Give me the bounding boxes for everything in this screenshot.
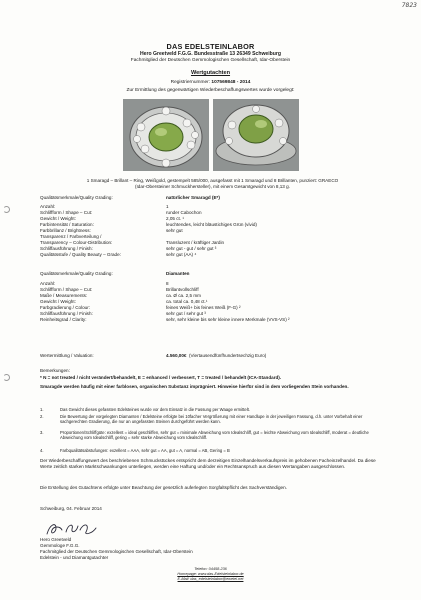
grading-heading <box>40 271 400 277</box>
signer-name: Hero Greetveld <box>40 537 72 542</box>
row-label: Schliffausführung / Finish: <box>40 246 93 251</box>
row-value: sehr gut - gut / sehr gut ³ <box>166 246 217 251</box>
grading-heading <box>40 195 400 201</box>
footnote-number: 4. <box>40 448 44 453</box>
row-value: runder Cabochon <box>166 210 202 215</box>
row-value: feines Weiß+ bis feines Weiß (F-G) ² <box>166 305 241 310</box>
grading-heading-value: natürlicher Smaragd (E*) <box>166 195 220 200</box>
diamond-grading <box>40 271 400 321</box>
handwritten-signature <box>44 520 98 538</box>
row-label: Transparency – Colour-Distribution: <box>40 240 113 245</box>
treatment-legend: * N = not treated / nicht verändert/behandelt, E = enhanced / verbessert, T = treated / behandelt (ICA-Standard). <box>40 375 282 380</box>
row-value: 1 <box>166 204 169 209</box>
row-label: Qualitätsstufe / Quality Beauty – Grade: <box>40 252 121 257</box>
row-label: Schliffausführung / Finish: <box>40 311 93 316</box>
row-label: Reinheitsgrad / Clarity: <box>40 317 87 322</box>
contact-footer <box>0 567 421 582</box>
grading-heading-label: Qualitätsmerkmale/Quality Grading: <box>40 195 113 200</box>
signer-membership: Fachmitglied der Deutschen Gemmologischen Gesellschaft, Idar-Oberstein <box>40 548 193 554</box>
row-value: Brillantvollschliff <box>166 287 199 292</box>
valuation-row <box>40 353 400 360</box>
valuation-label: Wertermittlung / Valuation: <box>40 353 94 358</box>
row-value: Transluzent / kräftiger Jardin <box>166 240 225 245</box>
intro-text: Zur Ermittlung des gegenwärtigen Wiederbeschaffungswertes wurde vorgelegt: <box>126 88 295 93</box>
valuation-words: (Viertausendfünfhundertsechzig Euro) <box>189 353 267 358</box>
row-label: Anzahl: <box>40 204 56 209</box>
registry-number: 107569848 - 2014 <box>211 80 251 85</box>
row-value: 2,05 ct. ¹ <box>166 216 184 221</box>
diligence-paragraph: Die Erstellung des Gutachtens erfolgte unter Beachtung der gesetzlich auferlegten Sorgfaltspflicht des Sachverständigen. <box>40 485 287 490</box>
grading-heading-label: Qualitätsmerkmale/Quality Grading: <box>40 271 113 276</box>
grading-row <box>40 317 400 323</box>
footnote <box>40 430 380 445</box>
row-label: Schliffform / Shape – Cut: <box>40 287 93 292</box>
row-label: Farbgradierung / Colour: <box>40 305 91 310</box>
item-description <box>40 178 385 190</box>
description-line: (Idar-Obersteiner Schmuckhersteller), mit einem Gesamtgewicht von 8,13 g. <box>135 184 290 189</box>
footnote-number: 3. <box>40 430 44 435</box>
row-value: leuchtendes, leicht bläustichiges Grün (vivid) <box>166 222 257 227</box>
ring-photo-angle <box>213 99 299 171</box>
valuation-line <box>40 353 400 359</box>
lab-subtitle: Fachmitglied der Deutschen Gemmologischen Gesellschaft, Idar-Oberstein <box>130 58 291 63</box>
registry-label: Registriernummer: <box>170 80 211 85</box>
row-value: ca. total ca. 0,48 ct.¹ <box>166 299 208 304</box>
row-value: sehr gut (AA) ⁴ <box>166 252 197 257</box>
footnote-text: Proportionen/Schliffgüte: exzellent = ideal geschliffen, sehr gut = minimale Abweichung vom Idealschliff, gut = leichte Abweichung vom Idealschliff, moderat = deutliche Abweichung vom Idealschliff, gering = sehr starke Abweichung vom Idealschliff. <box>60 430 369 440</box>
row-value: 8 <box>166 281 169 286</box>
lab-address: Hero Greetveld F.G.G. Bundesstraße 13 26349 Schweiburg <box>140 51 281 57</box>
footer-email[interactable]: E-Mail: das_edelsteinlabor@ewetel.net <box>177 577 244 581</box>
grading-heading-value: Diamanten <box>166 271 190 276</box>
lab-title: DAS EDELSTEINLABOR <box>166 42 255 51</box>
footnote <box>40 448 380 454</box>
ring-photo-top <box>123 99 209 171</box>
row-label: Gewicht / Weight: <box>40 216 76 221</box>
footnote-text: Farbqualitätsabstufungen: exzellent = AAA, sehr gut = AA, gut = A, normal = AB, Gering = B <box>60 448 230 453</box>
footnote-text: Die Bewertung der vorgelegten Diamanten / Edelsteine erfolgte bei 10facher Vergrößerung mit einer Handlupe in der jeweiligen Fassung, d.h. unter Vorbehalt einer sachgerechten Gradierung, die nur an ungefassten Steinen durchgeführt werden kann. <box>60 414 363 424</box>
footer-telephone: Telefon: 04458-236 <box>194 567 227 571</box>
row-value: ca. Ø ca. 2,5 mm <box>166 293 201 298</box>
row-label: Gewicht / Weight: <box>40 299 76 304</box>
grading-row <box>40 252 400 258</box>
signer-title: Gemmologe F.G.G. <box>40 542 80 548</box>
signature-block <box>40 537 360 561</box>
footnote <box>40 414 380 429</box>
document-type: Wertgutachten <box>190 70 231 76</box>
row-value: sehr, sehr kleine bis sehr kleine innere Merkmale (VVS-VS) ² <box>166 317 290 322</box>
footnote-number: 2. <box>40 414 44 419</box>
row-label: Transparenz / Farbverteilung / <box>40 234 102 239</box>
row-label: Maße / Measurements: <box>40 293 88 298</box>
description-line: 1 Smaragd – Brillant – Ring, Weißgold, gestempelt 585/000, ausgefasst mit 1 Smaragd und 8 Brillanten, punziert: GRAECO <box>86 178 339 183</box>
row-value: sehr gut / sehr gut ³ <box>166 311 206 316</box>
punch-hole-mark <box>3 374 10 381</box>
handwritten-note: 7823 <box>401 2 417 9</box>
valuation-value <box>166 353 266 359</box>
row-label: Farbbrillanz / Brightness: <box>40 228 91 233</box>
treatment-warning: Smaragde werden häufig mit einer farblosen, organischen Substanz imprägniert. Hinweise hierfür sind in dem vorliegenden Stein vorhanden. <box>40 384 349 389</box>
punch-hole-mark <box>3 206 10 213</box>
row-label: Schliffform / Shape – Cut: <box>40 210 93 215</box>
footnote <box>40 407 380 413</box>
footnote-number: 1. <box>40 407 44 412</box>
disclaimer-paragraph: Der Wiederbeschaffungswert des beschriebenen Schmuckstückes entspricht dem derzeitigen Einzelhandelsverkaufspreis im gehobenen Facheinzelhandel. Da diese Werte zeitlich starken Marktschwankungen unterliegen, werden eine Haftung und/oder ein Rechtsanspruch aus diesen Wertangaben ausgeschlossen. <box>40 458 376 470</box>
row-label: Farbintensität / Saturation: <box>40 222 94 227</box>
footnote-text: Das Gewicht dieses gefassten Edelsteines wurde vor dem Einsatz in die Fassung per Waage ermittelt. <box>60 407 251 412</box>
remarks-label: Bemerkungen: <box>40 368 70 373</box>
valuation-amount: 4.560,00€ <box>166 353 187 358</box>
signer-role: Edelstein - und Diamantgutachter <box>40 554 109 560</box>
registry-line <box>0 80 421 85</box>
place-date: Schweiburg, 04. Februar 2014 <box>40 506 102 511</box>
row-label: Anzahl: <box>40 281 56 286</box>
footer-homepage[interactable]: Homepage: www.das-Edelsteinlabor.de <box>177 572 244 576</box>
row-value: sehr gut <box>166 228 183 233</box>
ring-photos <box>123 99 299 171</box>
emerald-grading <box>40 195 400 255</box>
